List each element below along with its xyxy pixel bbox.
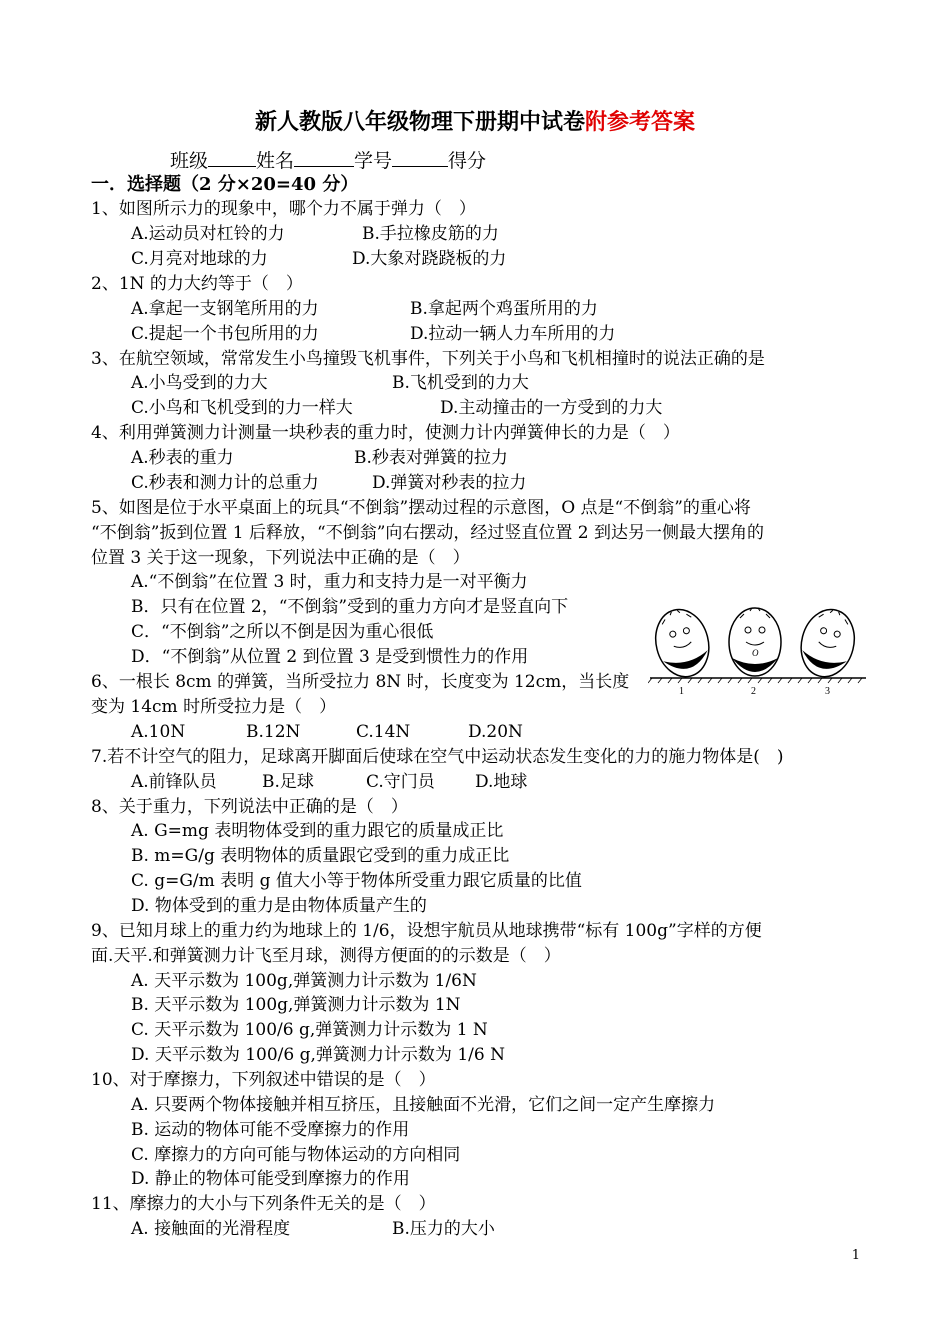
position-label-3: 3 — [825, 686, 830, 697]
q1-option-c: C.月亮对地球的力 — [131, 249, 268, 269]
title-answer-suffix: 附参考答案 — [585, 110, 696, 135]
q11-option-b: B.压力的大小 — [392, 1219, 495, 1239]
q8-option-a: A. G=mg 表明物体受到的重力跟它的质量成正比 — [131, 821, 504, 841]
q3-option-a: A.小鸟受到的力大 — [131, 373, 268, 393]
tumbler-toy-figure — [648, 598, 868, 698]
q7-option-d: D.地球 — [475, 772, 528, 792]
name-blank[interactable] — [294, 148, 354, 167]
title-main: 新人教版八年级物理下册期中试卷 — [254, 109, 585, 135]
q1-option-b: B.手拉橡皮筋的力 — [362, 224, 499, 244]
q7-stem: 7.若不计空气的阻力，足球离开脚面后使球在空气中运动状态发生变化的力的施力物体是( ) — [91, 747, 784, 767]
q2-option-a: A.拿起一支钢笔所用的力 — [131, 299, 319, 319]
q11-stem: 11、摩擦力的大小与下列条件无关的是（ ） — [91, 1194, 436, 1214]
tumbler-position-3 — [794, 604, 861, 683]
q4-option-b: B.秒表对弹簧的拉力 — [354, 448, 508, 468]
tumbler-position-1 — [649, 604, 716, 683]
q9-stem-line1: 9、已知月球上的重力约为地球上的 1/6，设想宇航员从地球携带“标有 100g”字样的方便 — [91, 921, 762, 941]
center-of-gravity-label: O — [752, 648, 759, 658]
q9-stem-line2: 面.天平.和弹簧测力计飞至月球，测得方便面的的示数是（ ） — [91, 946, 561, 966]
q3-option-b: B.飞机受到的力大 — [392, 373, 529, 393]
tumbler-position-2 — [729, 608, 781, 676]
q10-option-d: D. 静止的物体可能受到摩擦力的作用 — [131, 1169, 410, 1189]
q4-option-d: D.弹簧对秒表的拉力 — [372, 473, 527, 493]
q5-option-d: D．“不倒翁”从位置 2 到位置 3 是受到惯性力的作用 — [131, 647, 529, 667]
q5-stem-line1: 5、如图是位于水平桌面上的玩具“不倒翁”摆动过程的示意图，O 点是“不倒翁”的重心将 — [91, 498, 751, 518]
q9-option-c: C. 天平示数为 100/6 g,弹簧测力计示数为 1 N — [131, 1020, 488, 1040]
q5-option-b: B．只有在位置 2，“不倒翁”受到的重力方向才是竖直向下 — [131, 597, 569, 617]
q9-option-b: B. 天平示数为 100g,弹簧测力计示数为 1N — [131, 995, 461, 1015]
q10-stem: 10、对于摩擦力，下列叙述中错误的是（ ） — [91, 1070, 436, 1090]
q8-option-b: B. m=G/g 表明物体的质量跟它受到的重力成正比 — [131, 846, 510, 866]
q8-option-d: D. 物体受到的重力是由物体质量产生的 — [131, 896, 427, 916]
q5-stem-line3: 位置 3 关于这一现象，下列说法中正确的是（ ） — [91, 548, 470, 568]
q7-option-b: B.足球 — [262, 772, 314, 792]
q3-stem: 3、在航空领域，常常发生小鸟撞毁飞机事件，下列关于小鸟和飞机相撞时的说法正确的是 — [91, 349, 765, 369]
number-blank[interactable] — [392, 148, 448, 167]
q10-option-c: C. 摩擦力的方向可能与物体运动的方向相同 — [131, 1145, 461, 1165]
q10-option-b: B. 运动的物体可能不受摩擦力的作用 — [131, 1120, 410, 1140]
q1-option-d: D.大象对跷跷板的力 — [352, 249, 507, 269]
q4-option-c: C.秒表和测力计的总重力 — [131, 473, 319, 493]
q4-stem: 4、利用弹簧测力计测量一块秒表的重力时，使测力计内弹簧伸长的力是（ ） — [91, 423, 680, 443]
q6-option-d: D.20N — [468, 722, 523, 742]
name-label: 姓名 — [256, 150, 295, 172]
q2-option-d: D.拉动一辆人力车所用的力 — [410, 324, 616, 344]
q5-option-c: C．“不倒翁”之所以不倒是因为重心很低 — [131, 622, 434, 642]
q1-stem: 1、如图所示力的现象中，哪个力不属于弹力（ ） — [91, 199, 476, 219]
page-title — [0, 106, 950, 139]
q5-option-a: A.“不倒翁”在位置 3 时，重力和支持力是一对平衡力 — [131, 572, 528, 592]
page-number: 1 — [851, 1248, 860, 1263]
position-label-2: 2 — [751, 686, 756, 697]
q2-option-c: C.提起一个书包所用的力 — [131, 324, 319, 344]
q1-option-a: A.运动员对杠铃的力 — [131, 224, 285, 244]
q7-option-a: A.前锋队员 — [131, 772, 217, 792]
q6-option-b: B.12N — [246, 722, 301, 742]
q8-stem: 8、关于重力，下列说法中正确的是（ ） — [91, 797, 408, 817]
q6-stem-line2: 变为 14cm 时所受拉力是（ ） — [91, 697, 337, 717]
student-info-line — [170, 148, 486, 174]
q8-option-c: C. g=G/m 表明 g 值大小等于物体所受重力跟它质量的比值 — [131, 871, 582, 891]
q4-option-a: A.秒表的重力 — [131, 448, 234, 468]
q3-option-c: C.小鸟和飞机受到的力一样大 — [131, 398, 353, 418]
q5-stem-line2: “不倒翁”扳到位置 1 后释放，“不倒翁”向右摆动，经过竖直位置 2 到达另一侧最大摆角的 — [91, 523, 765, 543]
q6-option-a: A.10N — [131, 722, 186, 742]
q9-option-d: D. 天平示数为 100/6 g,弹簧测力计示数为 1/6 N — [131, 1045, 505, 1065]
q3-option-d: D.主动撞击的一方受到的力大 — [440, 398, 663, 418]
q11-option-a: A. 接触面的光滑程度 — [131, 1219, 291, 1239]
score-label: 得分 — [448, 150, 487, 172]
q10-option-a: A. 只要两个物体接触并相互挤压，且接触面不光滑，它们之间一定产生摩擦力 — [131, 1095, 716, 1115]
q9-option-a: A. 天平示数为 100g,弹簧测力计示数为 1/6N — [131, 971, 477, 991]
number-label: 学号 — [354, 150, 393, 172]
q6-stem-line1: 6、一根长 8cm 的弹簧，当所受拉力 8N 时，长度变为 12cm，当长度 — [91, 672, 630, 692]
position-label-1: 1 — [679, 686, 684, 697]
q7-option-c: C.守门员 — [366, 772, 435, 792]
class-blank[interactable] — [208, 148, 256, 167]
class-label: 班级 — [170, 150, 209, 172]
q6-option-c: C.14N — [356, 722, 411, 742]
section-heading: 一．选择题（2 分×20=40 分） — [91, 174, 359, 195]
q2-stem: 2、1N 的力大约等于（ ） — [91, 274, 303, 294]
q2-option-b: B.拿起两个鸡蛋所用的力 — [410, 299, 598, 319]
